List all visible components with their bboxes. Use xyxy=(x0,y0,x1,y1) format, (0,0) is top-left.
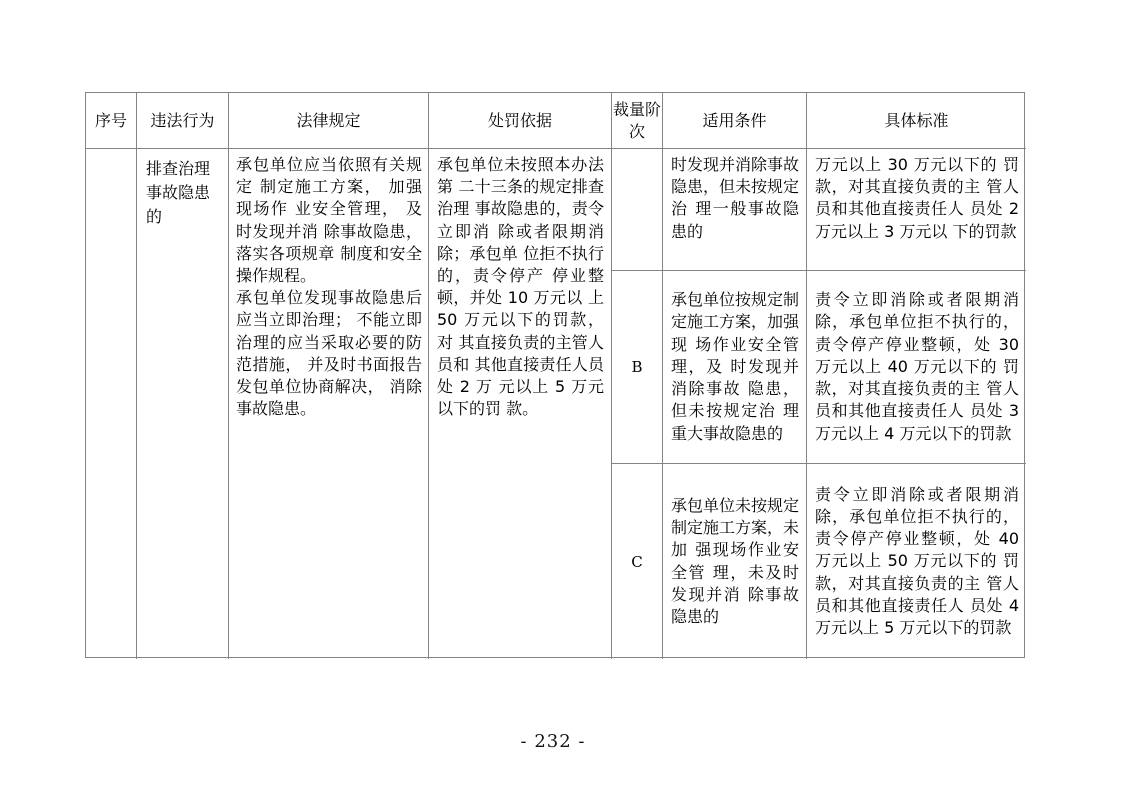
tier-3-condition-cell xyxy=(663,464,807,659)
tier-2-standard-cell xyxy=(807,271,1026,464)
tier-2-level-cell: B xyxy=(612,271,663,464)
tier-1-standard-text: 万元以上 30 万元以下的 罚款，对其直接负责的主 管人员和其他直接责任人 员处 2 万元以上 3 万元以 下的罚款 xyxy=(815,155,1019,241)
tier-2-condition-text: 承包单位按规定制定施工方案，加强现 场作业安全管理，及 时发现并消除事故 隐患，但未按规定治 理重大事故隐患的 xyxy=(671,290,800,443)
header-cell-applicable-conditions: 适用条件 xyxy=(663,93,807,149)
penalty-discretion-table xyxy=(85,92,1025,658)
tier-1-level-cell xyxy=(612,149,663,271)
legal-provision-paragraph-1: 承包单位应当依照有关规定 制定施工方案， 加强现场作 业安全管理， 及时发现并消 除事故隐患， 落实各项规章 制度和安全操作规程。 xyxy=(236,155,422,286)
header-cell-serial-number: 序号 xyxy=(86,93,137,149)
tier-3-standard-text: 责令立即消除或者限期消 除，承包单位拒不执行的， 责令停产停业整顿，处 40 万元以上 50 万元以下的 罚款，对其直接负责的主 管人员和其他直接责任人 员处 4 万元以上 5 万元以下的罚款 xyxy=(815,484,1019,637)
tier-1-standard-cell xyxy=(807,149,1026,271)
header-cell-violation: 违法行为 xyxy=(137,93,229,149)
header-cell-specific-standards: 具体标准 xyxy=(807,93,1026,149)
violation-cell: 排查治理事故隐患的 xyxy=(137,149,229,659)
tier-2-condition-cell xyxy=(663,271,807,464)
page-number: - 232 - xyxy=(520,731,586,752)
header-cell-legal-provision: 法律规定 xyxy=(229,93,429,149)
header-cell-penalty-basis: 处罚依据 xyxy=(429,93,612,149)
tier-2-standard-text: 责令立即消除或者限期消 除，承包单位拒不执行的， 责令停产停业整顿，处 30 万元以上 40 万元以下的 罚款，对其直接负责的主 管人员和其他直接责任人 员处 3 万元以上 4 万元以下的罚款 xyxy=(815,290,1019,443)
tier-3-standard-cell xyxy=(807,464,1026,659)
legal-provision-cell xyxy=(229,149,429,659)
penalty-basis-cell: 承包单位未按照本办法第 二十三条的规定排查治理 事故隐患的，责令立即消 除或者限期消除；承包单 位拒不执行的，责令停产 停业整顿，并处 10 万元以 上 50 万元以下的罚款，对 其直接负责的主管人员和 其他直接责任人员处 2 万 元以上 5 万元以下的罚 款。 xyxy=(429,149,612,659)
serial-number-cell xyxy=(86,149,137,659)
tier-1-condition-cell xyxy=(663,149,807,271)
legal-provision-paragraph-2: 承包单位发现事故隐患后应当立即治理； 不能立即治理的应当采取必要的防范措施， 并及时书面报告发包单位协商解决， 消除事故隐患。 xyxy=(236,288,422,419)
tier-3-condition-text: 承包单位未按规定制定施工方案，未加 强现场作业安全管 理，未及时发现并消 除事故隐患的 xyxy=(671,495,800,626)
tier-3-level-cell: C xyxy=(612,464,663,659)
tier-1-condition-text: 时发现并消除事故 隐患，但未按规定治 理一般事故隐患的 xyxy=(671,155,800,241)
header-cell-discretion-tier: 裁量阶次 xyxy=(612,93,663,149)
